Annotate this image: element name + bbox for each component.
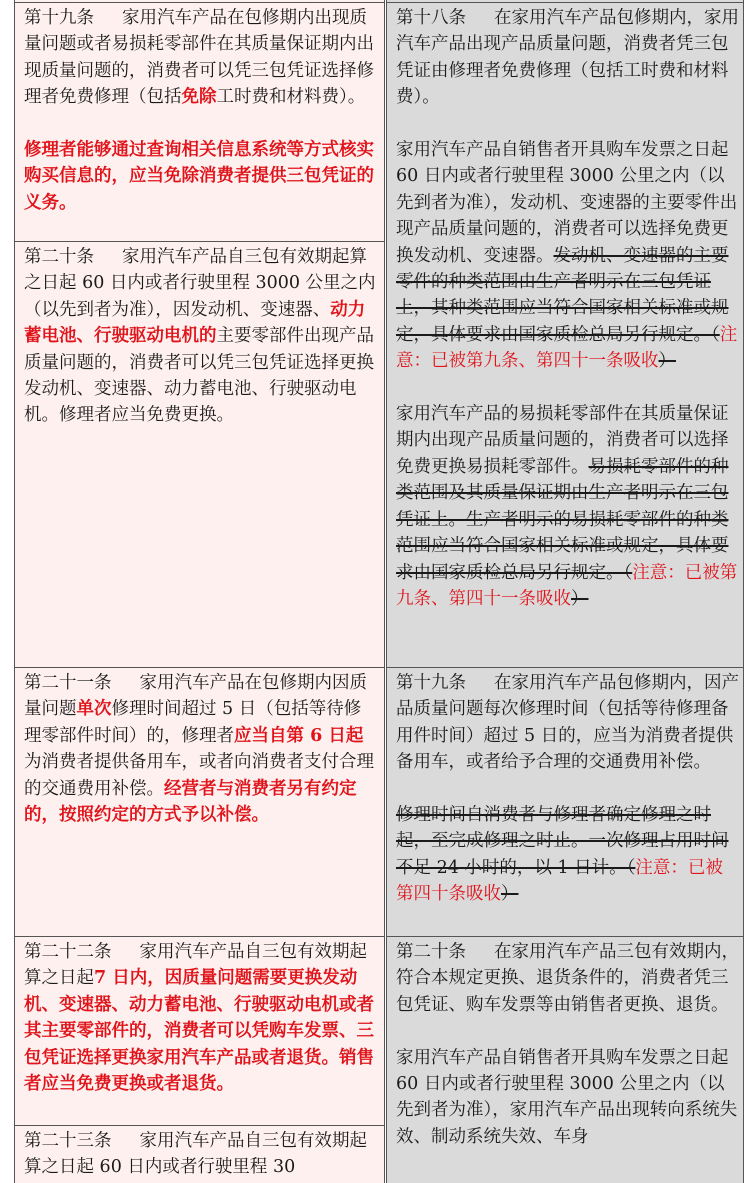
old-article-18-para-2: 家用汽车产品自销售者开具购车发票之日起 60 日内或者行驶里程 3000 公里之内（以先到者为准），发动机、变速器的主要零件出现产品质量问题的，消费者可以选择免费更换发动机、变速器。发动机、变速器的主要零件的种类范围由生产者明示在三包凭证上，其种类范围应当符合国家相关标准或规定，具体要求由国家质检总局另行规定。（注意：已被第九条、第四十一条吸收）: [396, 140, 738, 372]
note-text: 注意：已被第四十条吸收: [396, 857, 723, 905]
new-regulation-column: [14, 0, 385, 1183]
old-article-19-para-1: 第十九条 在家用汽车产品包修期内，因产品质量问题每次修理时间（包括等待修理备用件时间）超过 5 日的，应当为消费者提供备用车，或者给予合理的交通费用补偿。: [396, 673, 739, 773]
article-number: 第十九条: [24, 8, 94, 28]
highlight-text: 7 日内，因质量问题需要更换发动机、变速器、动力蓄电池、行驶驱动电机或者其主要零部件的，消费者可以凭购车发票、三包凭证选择更换家用汽车产品或者退货。销售者应当免费更换或者退货。: [24, 968, 374, 1095]
deleted-text: 发动机、变速器的主要零件的种类范围由生产者明示在三包凭证上，其种类范围应当符合国家相关标准或规定，具体要求由国家质检总局另行规定。（: [396, 245, 729, 345]
note-text: 注意：已被第九条、第四十一条吸收: [396, 562, 738, 609]
new-article-19-added-paragraph: 修理者能够通过查询相关信息系统等方式核实购买信息的，应当免除消费者提供三包凭证的义务。: [24, 140, 374, 213]
highlight-text: 动力蓄电池、行驶驱动电机的: [24, 299, 366, 347]
cell-old-article-20: [387, 936, 743, 1183]
new-article-20-text: 第二十条 家用汽车产品自三包有效期起算之日起 60 日内或者行驶里程 3000 公里之内（以先到者为准），因发动机、变速器、动力蓄电池、行驶驱动电机的主要零部件出现产品质量问题的，消费者可以凭三包凭证选择更换发动机、变速器、动力蓄电池、行驶驱动电机。修理者应当免费更换。: [24, 247, 376, 426]
highlight-text: 免除: [181, 87, 217, 108]
deleted-text: 修理时间自消费者与修理者确定修理之时起，至完成修理之时止。一次修理占用时间不足 24 小时的，以 1 日计。（: [396, 805, 729, 878]
old-article-20-para-1: 第二十条 在家用汽车产品三包有效期内，符合本规定更换、退货条件的，消费者凭三包凭证、购车发票等由销售者更换、退货。: [396, 942, 739, 1015]
article-number: 第二十二条: [24, 942, 112, 962]
highlight-text: 经营者与消费者另有约定的，按照约定的方式予以补偿。: [24, 778, 357, 826]
cell-new-article-21: [15, 667, 384, 937]
cell-new-article-22: [15, 936, 384, 1126]
article-number: 第十九条: [396, 673, 466, 693]
article-number: 第二十条: [396, 942, 466, 962]
highlight-text: 单次: [76, 699, 112, 720]
deleted-text: 易损耗零部件的种类范围及其质量保证期由生产者明示在三包凭证上。生产者明示的易损耗零部件的种类范围应当符合国家相关标准或规定，具体要求由国家质检总局另行规定。（: [396, 456, 729, 583]
highlight-text: 应当自第 6 日起: [234, 725, 364, 746]
old-article-18-para-1: 第十八条 在家用汽车产品包修期内，家用汽车产品出现产品质量问题，消费者凭三包凭证由修理者免费修理（包括工时费和材料费）。: [396, 8, 739, 108]
article-number: 第二十条: [24, 247, 94, 267]
new-article-23-text: 第二十三条 家用汽车产品自三包有效期起算之日起 60 日内或者行驶里程 30: [24, 1131, 367, 1178]
cell-old-article-19: [387, 667, 743, 937]
old-article-18-para-3: 家用汽车产品的易损耗零部件在其质量保证期内出现产品质量问题的，消费者可以选择免费更换易损耗零部件。易损耗零部件的种类范围及其质量保证期由生产者明示在三包凭证上。生产者明示的易损耗零部件的种类范围应当符合国家相关标准或规定，具体要求由国家质检总局另行规定。（注意：已被第九条、第四十一条吸收）: [396, 404, 738, 609]
old-article-19-para-2: 修理时间自消费者与修理者确定修理之时起，至完成修理之时止。一次修理占用时间不足 24 小时的，以 1 日计。（注意：已被第四十条吸收）: [396, 805, 729, 905]
new-article-22-text: 第二十二条 家用汽车产品自三包有效期起算之日起7 日内，因质量问题需要更换发动机、变速器、动力蓄电池、行驶驱动电机或者其主要零部件的，消费者可以凭购车发票、三包凭证选择更换家用汽车产品或者退货。销售者应当免费更换或者退货。: [24, 942, 374, 1095]
cell-new-article-19: [15, 2, 384, 242]
old-regulation-column: [386, 0, 744, 1183]
note-text: 注意：已被第九条、第四十一条吸收: [396, 324, 738, 372]
article-number: 第二十一条: [24, 673, 112, 693]
new-article-19-text: 第十九条 家用汽车产品在包修期内出现质量问题或者易损耗零部件在其质量保证期内出现质量问题的，消费者可以凭三包凭证选择修理者免费修理（包括免除工时费和材料费）。: [24, 8, 374, 108]
cell-new-article-20: [15, 241, 384, 668]
old-article-20-para-2: 家用汽车产品自销售者开具购车发票之日起 60 日内或者行驶里程 3000 公里之内（以先到者为准），家用汽车产品出现转向系统失效、制动系统失效、车身: [396, 1047, 738, 1147]
new-article-21-text: 第二十一条 家用汽车产品在包修期内因质量问题单次修理时间超过 5 日（包括等待修理零部件时间）的，修理者应当自第 6 日起为消费者提供备用车，或者向消费者支付合理的交通费用补偿。经营者与消费者另有约定的，按照约定的方式予以补偿。: [24, 673, 374, 826]
cell-new-article-23: [15, 1125, 384, 1183]
cell-old-article-18: [387, 2, 743, 668]
article-number: 第二十三条: [24, 1131, 112, 1151]
article-number: 第十八条: [396, 8, 466, 28]
